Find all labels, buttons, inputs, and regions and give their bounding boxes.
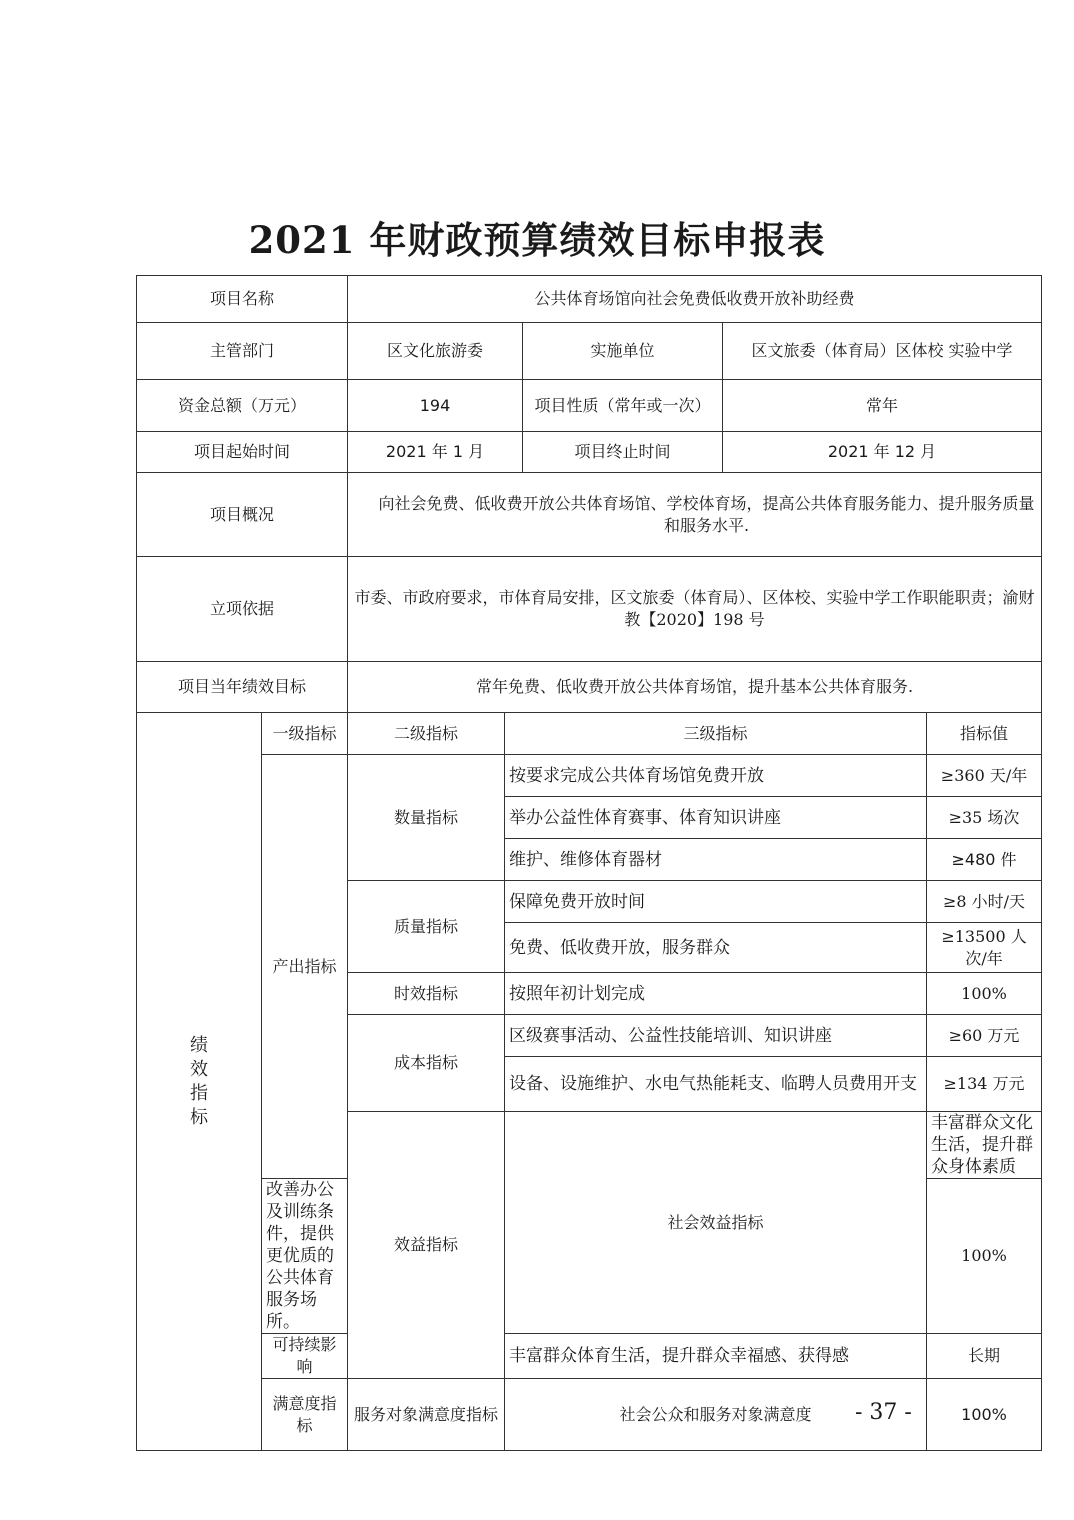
fund-label: 资金总额（万元）	[137, 380, 348, 432]
indicator-value: 100%	[927, 1179, 1042, 1334]
social-benefit-label: 社会效益指标	[505, 1112, 927, 1334]
sustain-label: 可持续影响	[262, 1334, 348, 1379]
row-overview	[137, 473, 1042, 557]
table-row	[137, 755, 1042, 797]
nature-value: 常年	[866, 395, 899, 415]
indicator-value: ≥8 小时/天	[927, 881, 1042, 923]
project-name-label: 项目名称	[137, 276, 348, 323]
indicator-value: ≥360 天/年	[927, 755, 1042, 797]
col-level3-header: 三级指标	[505, 713, 927, 755]
nature-label: 项目性质（常年或一次）	[523, 380, 723, 431]
indicator-value: ≥13500 人次/年	[927, 923, 1042, 973]
end-label: 项目终止时间	[523, 432, 723, 472]
row-basis	[137, 557, 1042, 662]
indicator-value: ≥35 场次	[927, 797, 1042, 839]
goal-label: 项目当年绩效目标	[137, 662, 348, 713]
benefit-indicator-label: 效益指标	[348, 1112, 505, 1379]
service-satisfaction-label: 服务对象满意度指标	[348, 1379, 505, 1451]
overview-value: 向社会免费、低收费开放公共体育场馆、学校体育场，提高公共体育服务能力、提升服务质量和服务水平.	[348, 473, 1042, 557]
basis-value: 市委、市政府要求，市体育局安排，区文旅委（体育局）、区体校、实验中学工作职能职责；渝财教【2020】198 号	[348, 557, 1042, 662]
indicator-item: 保障免费开放时间	[505, 881, 927, 923]
page-number: - 37 -	[855, 1400, 912, 1425]
indicator-value: ≥60 万元	[927, 1015, 1042, 1057]
indicator-item: 免费、低收费开放，服务群众	[505, 923, 927, 973]
basis-label: 立项依据	[137, 557, 348, 662]
indicator-item: 举办公益性体育赛事、体育知识讲座	[505, 797, 927, 839]
indicator-header-row	[137, 713, 1042, 755]
page-title: 2021 年财政预算绩效目标申报表	[248, 218, 826, 262]
start-value: 2021 年 1 月	[348, 432, 523, 472]
row-project-name	[137, 276, 1042, 323]
indicator-item: 按照年初计划完成	[505, 973, 927, 1015]
quantity-indicator-label: 数量指标	[348, 755, 505, 881]
indicator-item: 丰富群众文化生活，提升群众身体素质	[927, 1112, 1042, 1179]
impl-value: 区文旅委（体育局）区体校 实验中学	[751, 341, 1013, 360]
indicator-item: 丰富群众体育生活，提升群众幸福感、获得感	[505, 1334, 927, 1379]
col-level1-header: 一级指标	[262, 713, 348, 755]
table-row	[137, 1334, 1042, 1379]
indicator-value: ≥134 万元	[927, 1057, 1042, 1112]
col-level2-header: 二级指标	[348, 713, 505, 755]
indicator-section-label: 绩效指标	[190, 1034, 208, 1128]
col-value-header: 指标值	[927, 713, 1042, 755]
indicator-item: 区级赛事活动、公益性技能培训、知识讲座	[505, 1015, 927, 1057]
row-department	[137, 323, 1042, 380]
satisfaction-indicator-label: 满意度指标	[262, 1379, 348, 1451]
cost-indicator-label: 成本指标	[348, 1015, 505, 1112]
fund-split	[348, 380, 1041, 431]
indicator-item: 按要求完成公共体育场馆免费开放	[505, 755, 927, 797]
end-value: 2021 年 12 月	[827, 442, 937, 461]
row-fund	[137, 380, 1042, 432]
dept-label: 主管部门	[137, 323, 348, 380]
impl-label: 实施单位	[523, 323, 723, 379]
indicator-item: 维护、维修体育器材	[505, 839, 927, 881]
row-period	[137, 432, 1042, 473]
quality-indicator-label: 质量指标	[348, 881, 505, 973]
overview-label: 项目概况	[137, 473, 348, 557]
indicator-value: ≥480 件	[927, 839, 1042, 881]
performance-form-table	[136, 275, 1042, 1451]
dept-split	[348, 323, 1041, 379]
goal-value: 常年免费、低收费开放公共体育场馆，提升基本公共体育服务.	[348, 662, 1042, 713]
indicator-value: 100%	[927, 973, 1042, 1015]
indicator-item: 社会公众和服务对象满意度	[505, 1379, 927, 1451]
row-goal	[137, 662, 1042, 713]
indicator-item: 设备、设施维护、水电气热能耗支、临聘人员费用开支	[505, 1057, 927, 1112]
dept-value: 区文化旅游委	[348, 323, 523, 379]
indicator-item: 改善办公及训练条件，提供更优质的公共体育服务场所。	[262, 1179, 348, 1334]
output-indicator-label: 产出指标	[262, 755, 348, 1179]
fund-value: 194	[348, 380, 523, 431]
start-label: 项目起始时间	[137, 432, 348, 473]
indicator-value: 长期	[927, 1334, 1042, 1379]
time-indicator-label: 时效指标	[348, 973, 505, 1015]
indicator-value: 100%	[927, 1379, 1042, 1451]
period-split	[348, 432, 1041, 472]
project-name-value: 公共体育场馆向社会免费低收费开放补助经费	[348, 276, 1042, 323]
